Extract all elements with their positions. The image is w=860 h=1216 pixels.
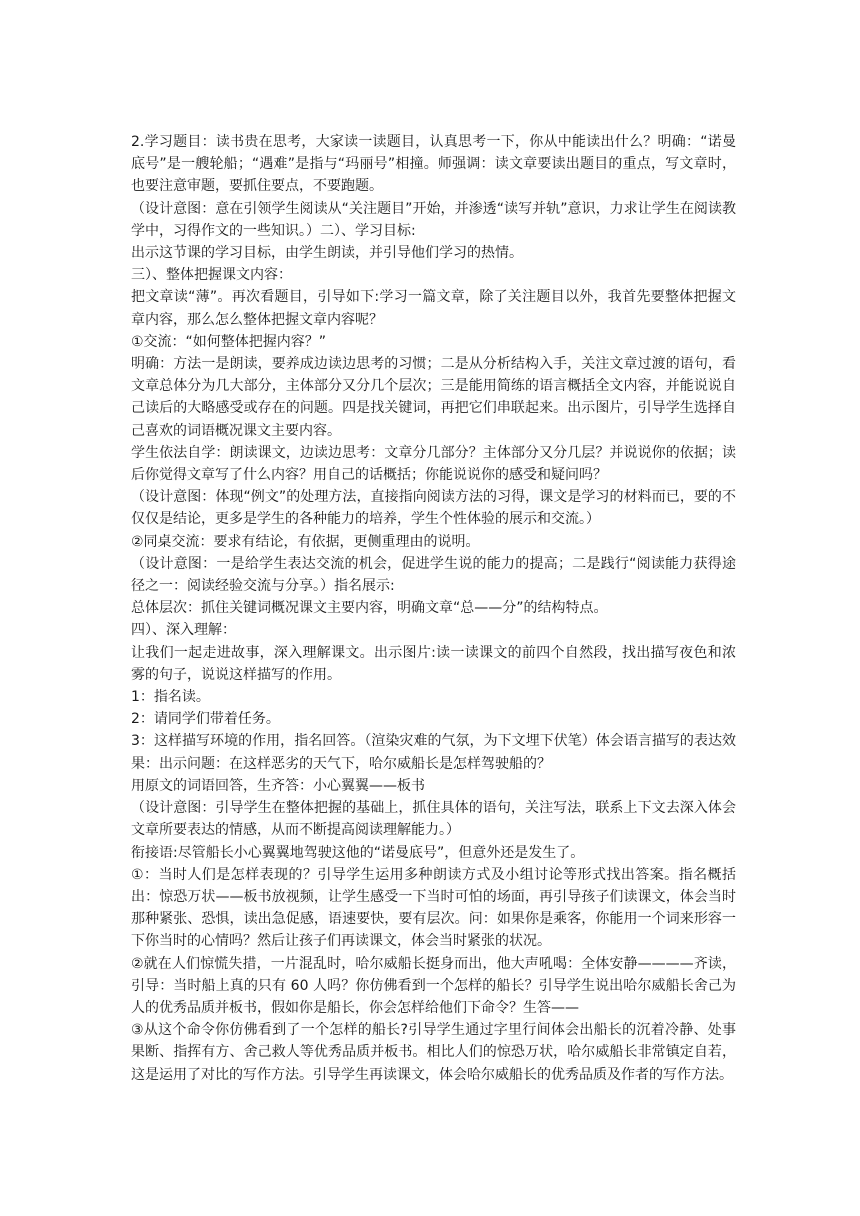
document-page xyxy=(131,131,736,1086)
paragraph: ①：当时人们是怎样表现的？引导学生运用多种朗读方式及小组讨论等形式找出答案。指名概括出：惊恐万状——板书放视频，让学生感受一下当时可怕的场面，再引导孩子们读课文，体会当时那种紧张、恐惧，读出急促感，语速要快，要有层次。问：如果你是乘客，你能用一个词来形容一下你当时的心情吗？然后让孩子们再读课文，体会当时紧张的状况。 xyxy=(131,866,736,950)
paragraph: 3：这样描写环境的作用，指名回答。（渲染灾难的气氛，为下文埋下伏笔）体会语言描写的表达效果：出示问题：在这样恶劣的天气下，哈尔威船长是怎样驾驶船的？ xyxy=(131,733,736,772)
paragraph: （设计意图：引导学生在整体把握的基础上，抓住具体的语句，关注写法，联系上下文去深入体会文章所要表达的情感，从而不断提高阅读理解能力。） xyxy=(131,800,736,839)
paragraph: （设计意图：体现“例文”的处理方法，直接指向阅读方法的习得，课文是学习的材料而已，要的不仅仅是结论，更多是学生的各种能力的培养，学生个性体验的展示和交流。） xyxy=(131,489,736,528)
paragraph: 学生依法自学：朗读课文，边读边思考：文章分几部分？主体部分又分几层？并说说你的依据；读后你觉得文章写了什么内容？用自己的话概括；你能说说你的感受和疑问吗？ xyxy=(131,444,736,484)
paragraph: 把文章读“薄”。再次看题目，引导如下:学习一篇文章，除了关注题目以外，我首先要整体把握文章内容，那么怎么整体把握文章内容呢？ xyxy=(131,289,736,328)
paragraph: 出示这节课的学习目标，由学生朗读，并引导他们学习的热情。 xyxy=(131,245,523,262)
paragraph: （设计意图：意在引领学生阅读从“关注题目”开始，并渗透“读写并轨”意识，力求让学生在阅读教学中，习得作文的一些知识。）二）、学习目标: xyxy=(131,200,736,239)
paragraph: 让我们一起走进故事，深入理解课文。出示图片:读一读课文的前四个自然段，找出描写夜色和浓雾的句子，说说这样描写的作用。 xyxy=(131,644,736,683)
paragraph: ①交流：“如何整体把握内容？” xyxy=(131,333,327,350)
paragraph: 总体层次：抓住关键词概况课文主要内容，明确文章“总——分”的结构特点。 xyxy=(131,600,608,617)
paragraph: 2.学习题目：读书贵在思考，大家读一读题目，认真思考一下，你从中能读出什么？明确：“诺曼底号”是一艘轮船；“遇难”是指与“玛丽号”相撞。师强调：读文章要读出题目的重点，写文章时，也要注意审题，要抓住要点，不要跑题。 xyxy=(131,134,736,195)
paragraph: 用原文的词语回答，生齐答：小心翼翼——板书 xyxy=(131,777,425,794)
section-heading: 三）、整体把握课文内容： xyxy=(131,267,292,284)
paragraph: 明确：方法一是朗读，要养成边读边思考的习惯；二是从分析结构入手，关注文章过渡的语句，看文章总体分为几大部分，主体部分又分几个层次；三是能用简练的语言概括全文内容，并能说说自己读后的大略感受或存在的问题。四是找关键词，再把它们串联起来。出示图片，引导学生选择自己喜欢的词语概况课文主要内容。 xyxy=(131,356,736,439)
paragraph: ②就在人们惊慌失措，一片混乱时，哈尔威船长挺身而出，他大声吼喝：全体安静————齐读，引导：当时船上真的只有 60 人吗？你仿佛看到一个怎样的船长？引导学生说出哈尔威船长舍己为人的优秀品质并板书，假如你是船长，你会怎样给他们下命令？生答—— xyxy=(131,955,736,1016)
paragraph: 1：指名读。 xyxy=(131,689,210,706)
paragraph: ②同桌交流：要求有结论，有依据，更侧重理由的说明。 xyxy=(131,533,480,550)
paragraph: 衔接语:尽管船长小心翼翼地驾驶这他的“诺曼底号”，但意外还是发生了。 xyxy=(131,844,585,861)
paragraph: （设计意图：一是给学生表达交流的机会，促进学生说的能力的提高；二是践行“阅读能力获得途径之一：阅读经验交流与分享。）指名展示: xyxy=(131,555,736,595)
section-heading: 四）、深入理解： xyxy=(131,622,236,639)
paragraph: 2：请同学们带着任务。 xyxy=(131,711,280,728)
paragraph: ③从这个命令你仿佛看到了一个怎样的船长?引导学生通过字里行间体会出船长的沉着冷静、处事果断、指挥有方、舍己救人等优秀品质并板书。相比人们的惊恐万状，哈尔威船长非常镇定自若，这是运用了对比的写作方法。引导学生再读课文，体会哈尔威船长的优秀品质及作者的写作方法。 xyxy=(131,1022,736,1083)
